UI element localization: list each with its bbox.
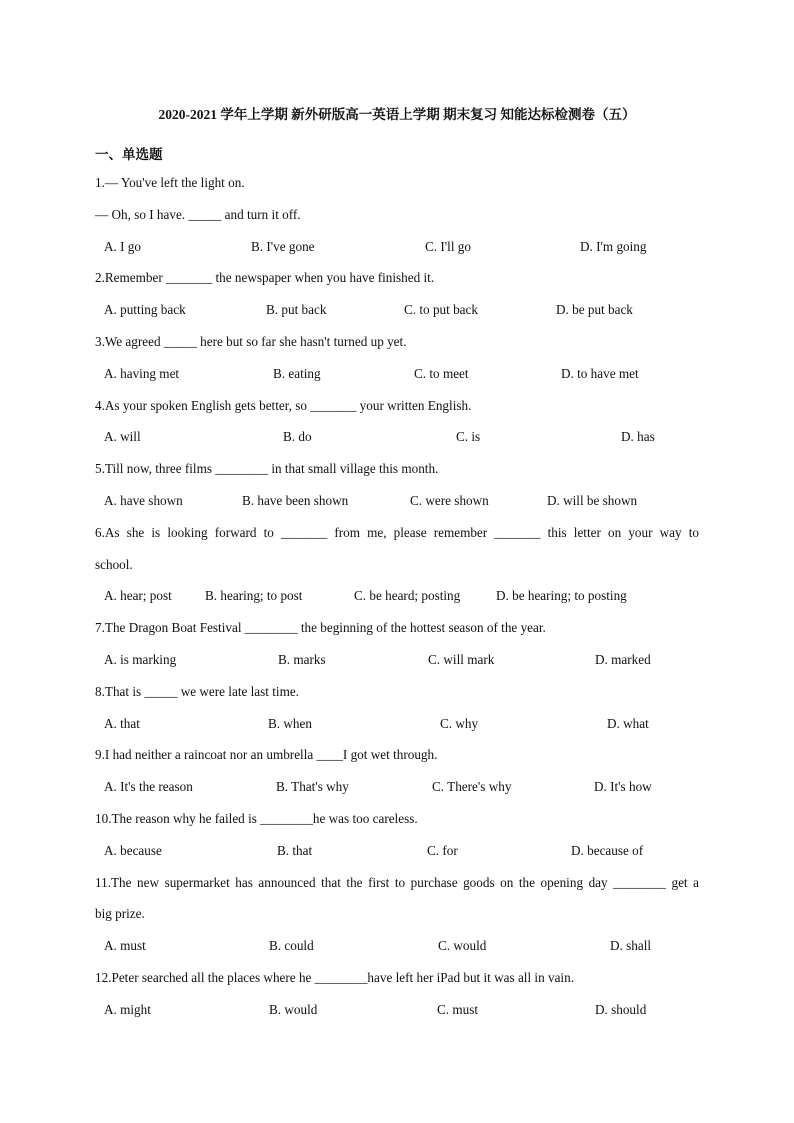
q7-option-b[interactable]: B. marks: [278, 652, 326, 667]
q2-option-b[interactable]: B. put back: [266, 302, 327, 317]
q10-option-c[interactable]: C. for: [427, 843, 458, 858]
q8-option-d[interactable]: D. what: [607, 716, 649, 731]
q3-option-a[interactable]: A. having met: [104, 366, 180, 381]
q5-option-d[interactable]: D. will be shown: [547, 493, 638, 508]
q11-option-a[interactable]: A. must: [104, 938, 146, 953]
q9-option-b[interactable]: B. That's why: [276, 779, 349, 794]
q9-option-c[interactable]: C. There's why: [432, 779, 512, 794]
q1-option-a[interactable]: A. I go: [104, 239, 141, 254]
q3-option-b[interactable]: B. eating: [273, 366, 321, 381]
question-1-line-1: 1.— You've left the light on.: [95, 175, 245, 190]
q7-option-c[interactable]: C. will mark: [428, 652, 495, 667]
q9-option-d[interactable]: D. It's how: [594, 779, 652, 794]
question-1-line-2: — Oh, so I have. _____ and turn it off.: [95, 207, 301, 222]
q2-option-c[interactable]: C. to put back: [404, 302, 478, 317]
q12-option-c[interactable]: C. must: [437, 1002, 479, 1017]
q12-option-d[interactable]: D. should: [595, 1002, 647, 1017]
q1-option-d[interactable]: D. I'm going: [580, 239, 647, 254]
section-heading: 一、单选题: [95, 147, 163, 162]
q5-option-c[interactable]: C. were shown: [410, 493, 489, 508]
q6-option-d[interactable]: D. be hearing; to posting: [496, 588, 627, 603]
question-3-line-1: 3.We agreed _____ here but so far she hasn't turned up yet.: [95, 334, 407, 349]
q8-option-a[interactable]: A. that: [104, 716, 140, 731]
q11-option-b[interactable]: B. could: [269, 938, 314, 953]
q12-option-a[interactable]: A. might: [104, 1002, 151, 1017]
page-title: 2020-2021 学年上学期 新外研版高一英语上学期 期末复习 知能达标检测卷（五）: [158, 107, 636, 122]
q4-option-c[interactable]: C. is: [456, 429, 481, 444]
question-8-line-1: 8.That is _____ we were late last time.: [95, 684, 299, 699]
question-11-line-2: big prize.: [95, 906, 145, 921]
q12-option-b[interactable]: B. would: [269, 1002, 318, 1017]
q6-option-b[interactable]: B. hearing; to post: [205, 588, 303, 603]
q4-option-d[interactable]: D. has: [621, 429, 655, 444]
q1-option-b[interactable]: B. I've gone: [251, 239, 315, 254]
question-6-line-1: 6.As she is looking forward to _______ from me, please remember _______ this letter on your way to: [95, 525, 699, 540]
q3-option-c[interactable]: C. to meet: [414, 366, 469, 381]
q7-option-d[interactable]: D. marked: [595, 652, 651, 667]
q5-option-b[interactable]: B. have been shown: [242, 493, 349, 508]
question-4-line-1: 4.As your spoken English gets better, so _______ your written English.: [95, 398, 472, 413]
q1-option-c[interactable]: C. I'll go: [425, 239, 471, 254]
question-5-line-1: 5.Till now, three films ________ in that small village this month.: [95, 461, 439, 476]
question-11-line-1: 11.The new supermarket has announced that the first to purchase goods on the opening day ________ get a: [95, 875, 699, 890]
q3-option-d[interactable]: D. to have met: [561, 366, 639, 381]
q2-option-a[interactable]: A. putting back: [104, 302, 186, 317]
q8-option-b[interactable]: B. when: [268, 716, 312, 731]
q9-option-a[interactable]: A. It's the reason: [104, 779, 193, 794]
q8-option-c[interactable]: C. why: [440, 716, 479, 731]
q6-option-a[interactable]: A. hear; post: [104, 588, 172, 603]
q10-option-a[interactable]: A. because: [104, 843, 162, 858]
question-9-line-1: 9.I had neither a raincoat nor an umbrella ____I got wet through.: [95, 747, 438, 762]
q5-option-a[interactable]: A. have shown: [104, 493, 183, 508]
q7-option-a[interactable]: A. is marking: [104, 652, 177, 667]
question-10-line-1: 10.The reason why he failed is ________he was too careless.: [95, 811, 418, 826]
q2-option-d[interactable]: D. be put back: [556, 302, 633, 317]
question-7-line-1: 7.The Dragon Boat Festival ________ the beginning of the hottest season of the year.: [95, 620, 546, 635]
q4-option-a[interactable]: A. will: [104, 429, 141, 444]
q11-option-d[interactable]: D. shall: [610, 938, 652, 953]
question-12-line-1: 12.Peter searched all the places where he ________have left her iPad but it was all in vain.: [95, 970, 574, 985]
question-2-line-1: 2.Remember _______ the newspaper when you have finished it.: [95, 270, 435, 285]
q6-option-c[interactable]: C. be heard; posting: [354, 588, 461, 603]
question-6-line-2: school.: [95, 557, 133, 572]
q11-option-c[interactable]: C. would: [438, 938, 487, 953]
q4-option-b[interactable]: B. do: [283, 429, 312, 444]
q10-option-b[interactable]: B. that: [277, 843, 313, 858]
q10-option-d[interactable]: D. because of: [571, 843, 644, 858]
